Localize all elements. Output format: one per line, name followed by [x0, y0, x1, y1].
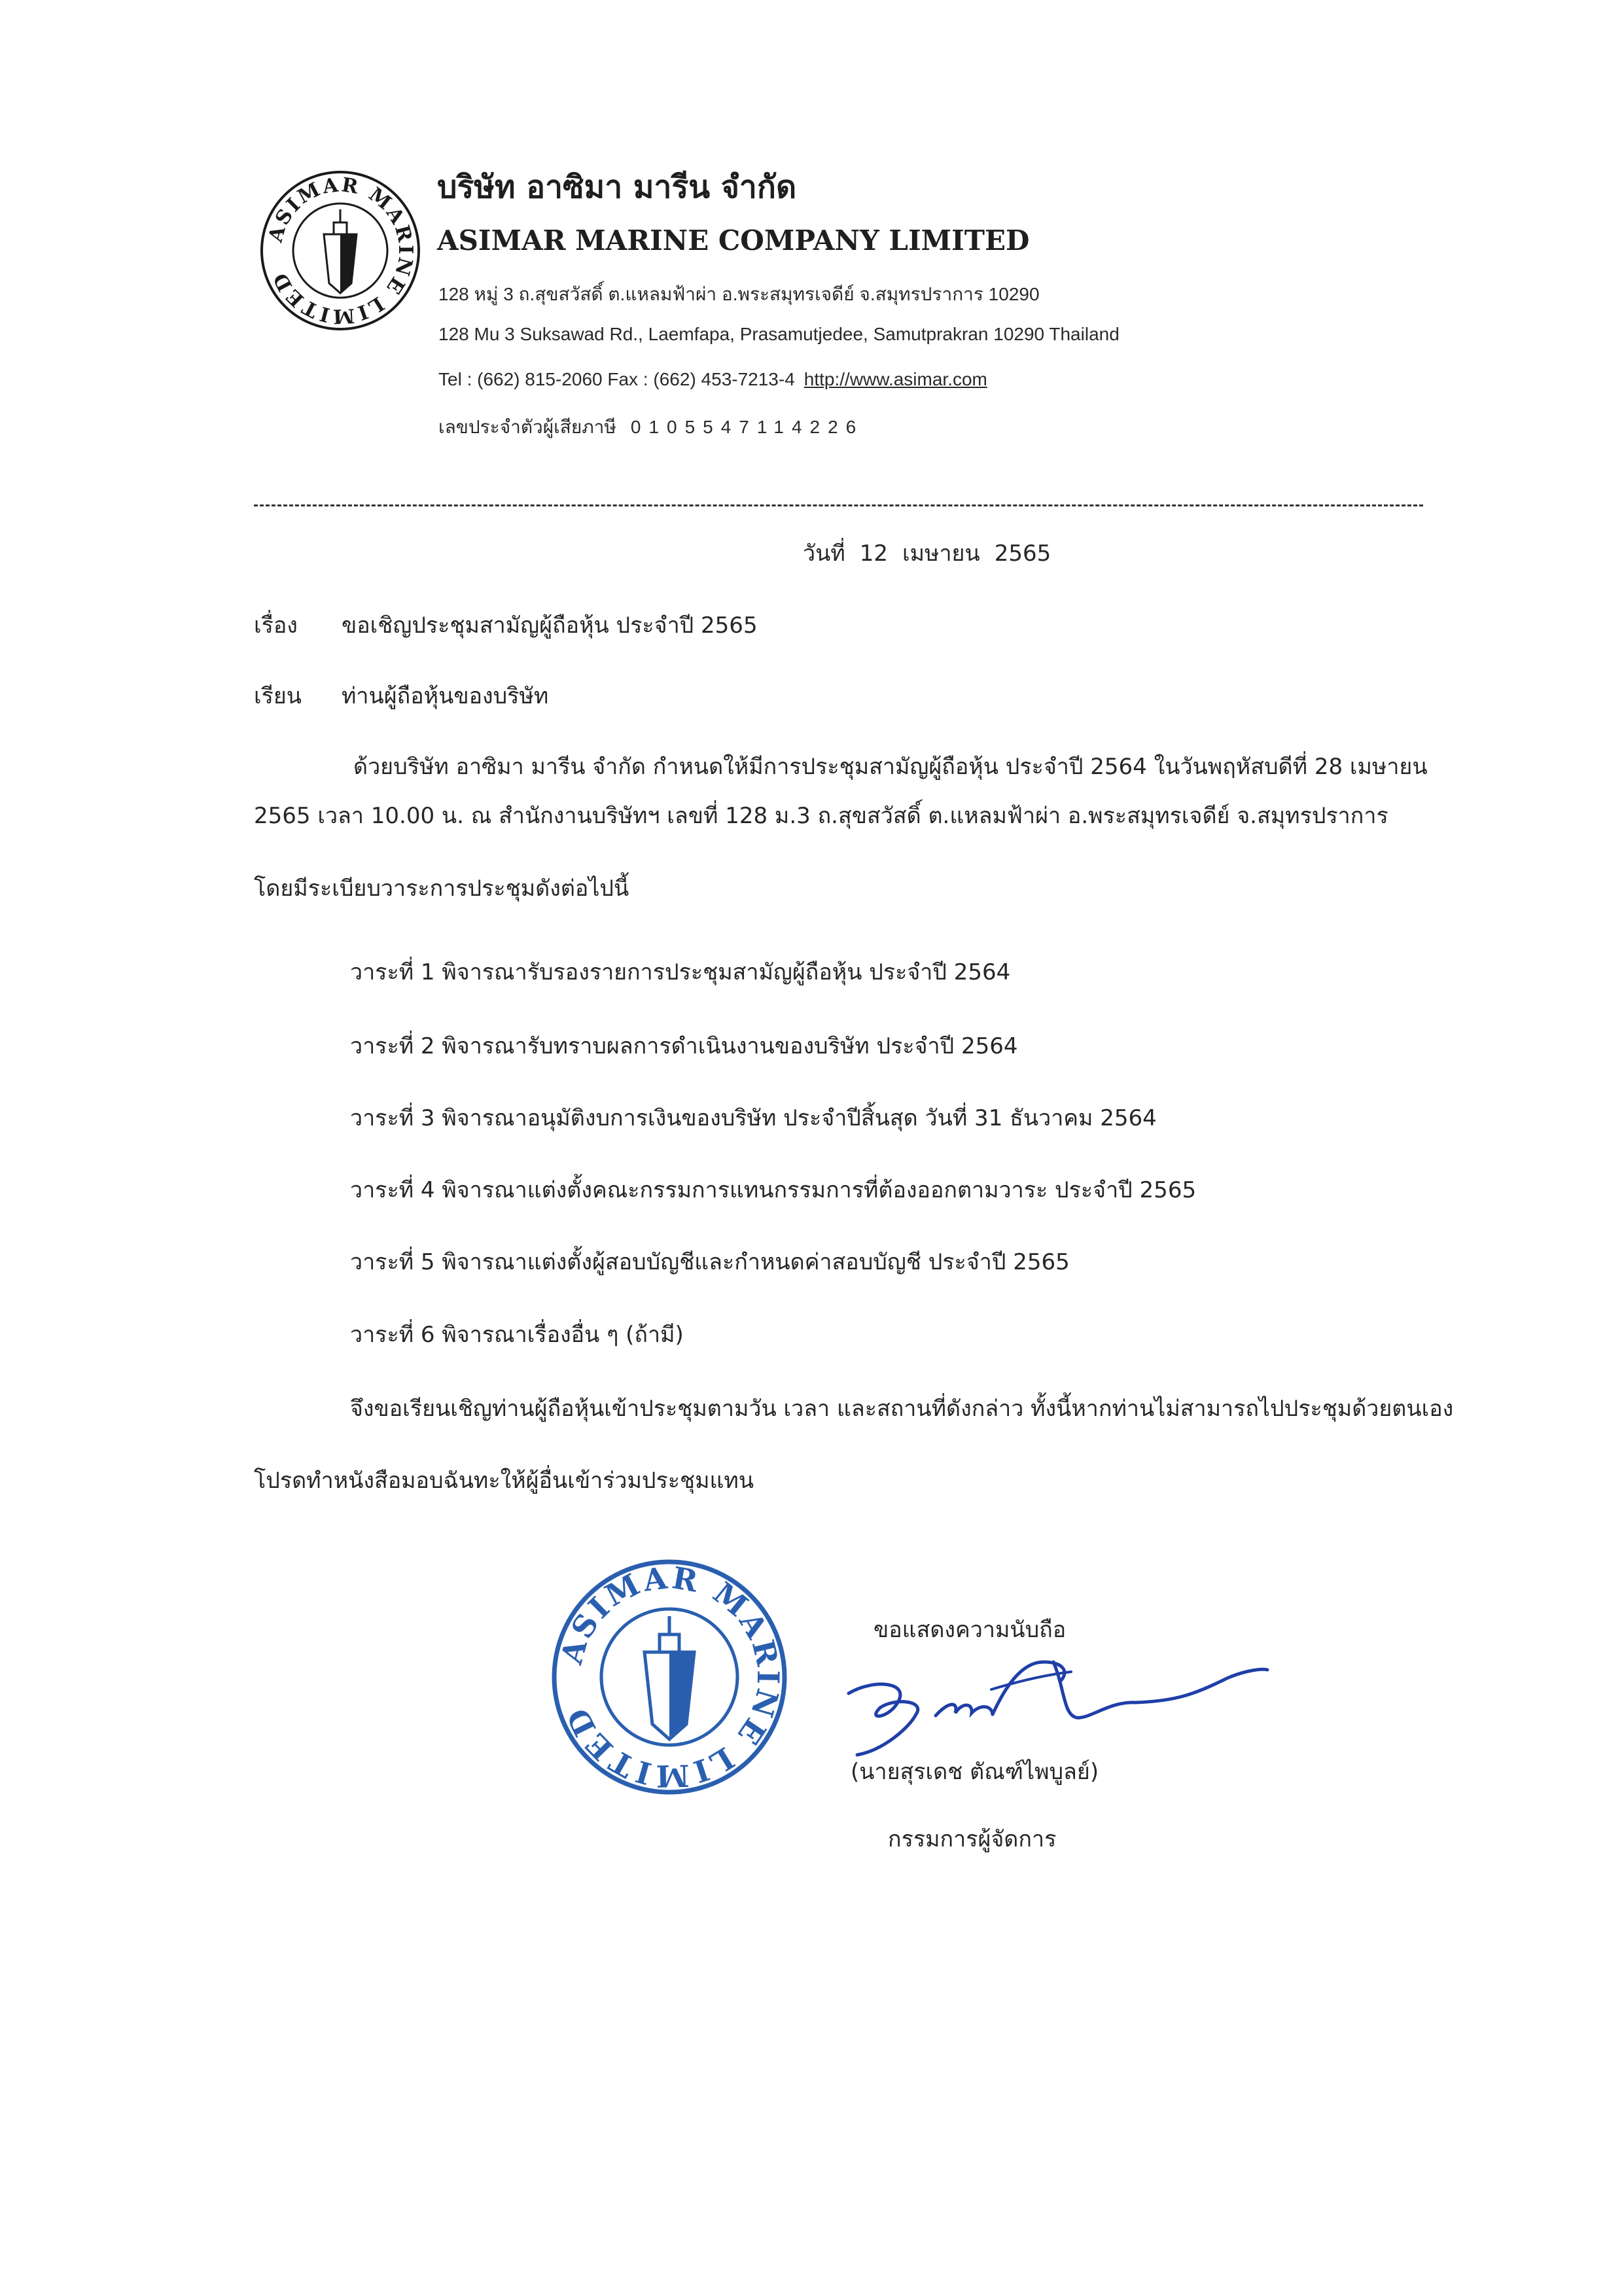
company-stamp	[550, 1557, 789, 1797]
regards-text: ขอแสดงความนับถือ	[874, 1617, 1067, 1643]
company-name-english: ASIMAR MARINE COMPANY LIMITED	[437, 224, 1030, 256]
subject-text: ขอเชิญประชุมสามัญผู้ถือหุ้น ประจำปี 2565	[342, 612, 758, 639]
ship-icon	[324, 209, 357, 293]
company-logo	[258, 169, 422, 332]
letter-date	[803, 535, 1065, 571]
handwritten-signature	[828, 1642, 1273, 1760]
header-divider	[254, 504, 1423, 506]
intro-line-3: โดยมีระเบียบวาระการประชุมดังต่อไปนี้	[254, 875, 629, 902]
date-day: 12	[859, 540, 889, 567]
signer-name: (นายสุรเดช ตัณฑ์ไพบูลย์)	[851, 1759, 1099, 1785]
stamp-text: ASIMAR MARINE LIMITED	[554, 1559, 786, 1794]
tax-id-label: เลขประจำตัวผู้เสียภาษี	[438, 417, 616, 437]
recipient-text: ท่านผู้ถือหุ้นของบริษัท	[342, 683, 549, 709]
stamp-ship-icon	[644, 1616, 694, 1739]
closing-line-2: โปรดทำหนังสือมอบฉันทะให้ผู้อื่นเข้าร่วมประชุมแทน	[254, 1468, 754, 1494]
date-prefix: วันที่	[803, 540, 845, 567]
tax-id-line	[438, 413, 864, 442]
closing-line-1: จึงขอเรียนเชิญท่านผู้ถือหุ้นเข้าประชุมตามวัน เวลา และสถานที่ดังกล่าว ทั้งนี้หากท่านไม่สามารถไปประชุมด้วยตนเอง	[350, 1396, 1454, 1422]
logo-text: ASIMAR MARINE LIMITED	[264, 173, 417, 328]
agenda-item-3: วาระที่ 3 พิจารณาอนุมัติงบการเงินของบริษัท ประจำปีสิ้นสุด วันที่ 31 ธันวาคม 2564	[350, 1105, 1157, 1131]
signer-title: กรรมการผู้จัดการ	[888, 1826, 1057, 1852]
intro-line-1: ด้วยบริษัท อาซิมา มารีน จำกัด กำหนดให้มีการประชุมสามัญผู้ถือหุ้น ประจำปี 2564 ในวันพฤหัสบดีที่ 28 เมษายน	[353, 754, 1428, 780]
website-link[interactable]: http://www.asimar.com	[803, 369, 987, 389]
address-thai: 128 หมู่ 3 ถ.สุขสวัสดิ์ ต.แหลมฟ้าผ่า อ.พระสมุทรเจดีย์ จ.สมุทรปราการ 10290	[438, 284, 1040, 304]
recipient-label: เรียน	[254, 683, 302, 709]
tax-id-value: 0105547114226	[630, 417, 864, 437]
agenda-item-2: วาระที่ 2 พิจารณารับทราบผลการดำเนินงานของบริษัท ประจำปี 2564	[350, 1033, 1018, 1059]
agenda-item-4: วาระที่ 4 พิจารณาแต่งตั้งคณะกรรมการแทนกรรมการที่ต้องออกตามวาระ ประจำปี 2565	[350, 1177, 1197, 1203]
intro-line-2: 2565 เวลา 10.00 น. ณ สำนักงานบริษัทฯ เลขที่ 128 ม.3 ถ.สุขสวัสดิ์ ต.แหลมฟ้าผ่า อ.พระสมุทรเจดีย์ จ.สมุทรปราการ	[254, 803, 1388, 829]
agenda-item-5: วาระที่ 5 พิจารณาแต่งตั้งผู้สอบบัญชีและกำหนดค่าสอบบัญชี ประจำปี 2565	[350, 1249, 1070, 1275]
agenda-item-6: วาระที่ 6 พิจารณาเรื่องอื่น ๆ (ถ้ามี)	[350, 1322, 684, 1348]
phone-fax: Tel : (662) 815-2060 Fax : (662) 453-7213-4	[438, 369, 795, 389]
contact-line	[438, 369, 987, 390]
subject-label: เรื่อง	[254, 612, 298, 639]
agenda-item-1: วาระที่ 1 พิจารณารับรองรายการประชุมสามัญผู้ถือหุ้น ประจำปี 2564	[350, 959, 1011, 985]
address-english: 128 Mu 3 Suksawad Rd., Laemfapa, Prasamutjedee, Samutprakran 10290 Thailand	[438, 324, 1120, 344]
company-name-thai: บริษัท อาซิมา มารีน จำกัด	[437, 169, 797, 205]
date-year: 2565	[994, 540, 1051, 567]
date-month: เมษายน	[902, 540, 980, 567]
